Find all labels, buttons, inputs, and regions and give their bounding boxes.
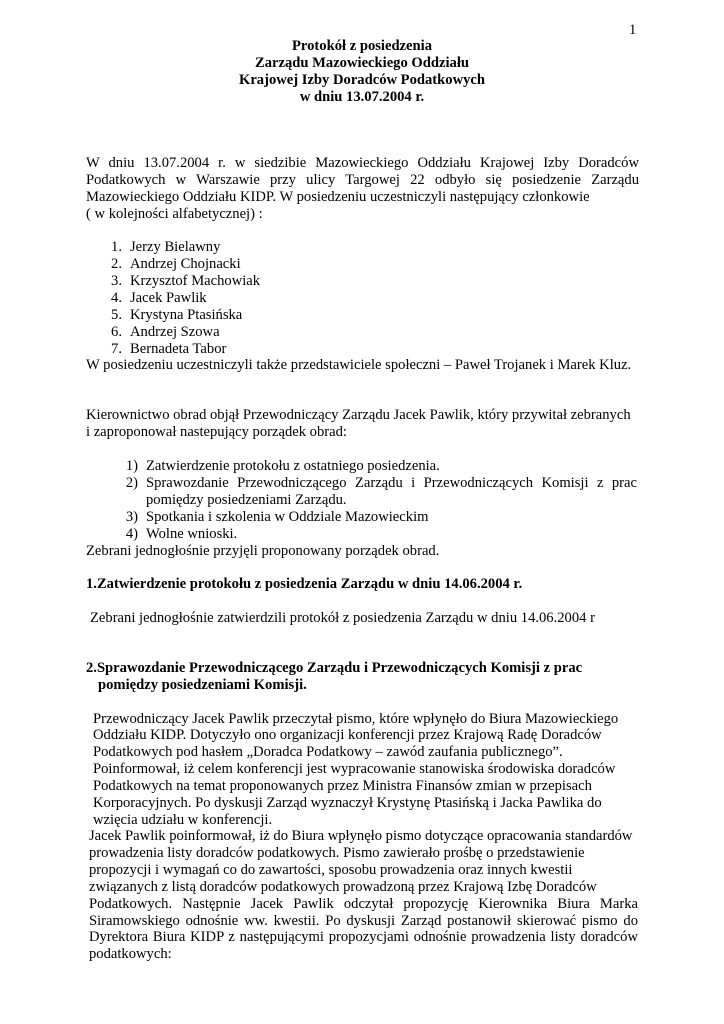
section-2-line-4: Poinformował, iż celem konferencji jest wypracowanie stanowiska środowiska doradców bbox=[93, 761, 616, 777]
section-2-line-13: Siramowskiego odnośnie ww. kwestii. Po dyskusji Zarząd postanowił skierować pismo do bbox=[89, 913, 638, 929]
list-number: 7. bbox=[111, 341, 122, 357]
section-2-line-2: Oddziału KIDP. Dotyczyło ono organizacji konferencji przez Krajową Radę Doradców bbox=[93, 727, 602, 743]
section-2-line-6: Korporacyjnych. Po dyskusji Zarząd wyznaczył Krystynę Ptasińską i Jacka Pawlika do bbox=[93, 795, 602, 811]
agenda-item bbox=[118, 526, 237, 543]
list-item bbox=[102, 307, 242, 324]
member-name: Krzysztof Machowiak bbox=[130, 273, 261, 289]
list-item bbox=[102, 324, 220, 341]
list-item bbox=[102, 290, 207, 307]
section-2-line-10: propozycji i wymagań co do zawartości, sposobu prowadzenia oraz innych kwestii bbox=[89, 862, 573, 878]
agenda-text: Wolne wnioski. bbox=[146, 526, 238, 542]
chair-line-1: Kierownictwo obrad objął Przewodniczący Zarządu Jacek Pawlik, który przywitał zebranych bbox=[86, 407, 631, 423]
social-representatives: W posiedzeniu uczestniczyli także przedstawiciele społeczni – Paweł Trojanek i Marek Kluz. bbox=[86, 357, 632, 373]
member-name: Andrzej Szowa bbox=[130, 324, 220, 340]
agenda-item bbox=[118, 458, 440, 475]
title-line-1: Protokół z posiedzenia bbox=[292, 38, 432, 54]
member-name: Jerzy Bielawny bbox=[130, 239, 221, 255]
list-item bbox=[102, 239, 220, 256]
list-number: 5. bbox=[111, 307, 122, 323]
intro-line-4: ( w kolejności alfabetycznej) : bbox=[86, 206, 263, 222]
list-item bbox=[102, 273, 260, 290]
section-2-line-11: związanych z listą doradców podatkowych prowadzoną przez Krajową Izbę Doradców bbox=[89, 879, 597, 895]
section-2-line-12: Podatkowych. Następnie Jacek Pawlik odczytał propozycję Kierownika Biura Marka bbox=[89, 896, 638, 912]
section-1-text: Zebrani jednogłośnie zatwierdzili protokół z posiedzenia Zarządu w dniu 14.06.2004 r bbox=[90, 610, 595, 626]
list-number: 1. bbox=[111, 239, 122, 255]
intro-line-1: W dniu 13.07.2004 r. w siedzibie Mazowieckiego Oddziału Krajowej Izby Doradców bbox=[86, 155, 639, 171]
list-number: 6. bbox=[111, 324, 122, 340]
section-2-line-9: prowadzenia listy doradców podatkowych. Pismo zawierało prośbę o przedstawienie bbox=[89, 845, 585, 861]
section-1-heading: 1.Zatwierdzenie protokołu z posiedzenia Zarządu w dniu 14.06.2004 r. bbox=[86, 576, 523, 592]
section-2-line-7: wzięcia udziału w konferencji. bbox=[93, 812, 273, 828]
list-item bbox=[102, 341, 226, 358]
list-number: 4. bbox=[111, 290, 122, 306]
section-2-line-5: Podatkowych na temat proponowanych przez Ministra Finansów zmian w przepisach bbox=[93, 778, 592, 794]
member-name: Krystyna Ptasińska bbox=[130, 307, 243, 323]
section-2-heading-line-2: pomiędzy posiedzeniami Komisji. bbox=[98, 677, 307, 693]
section-2-heading-line-1: 2.Sprawozdanie Przewodniczącego Zarządu i Przewodniczących Komisji z prac bbox=[86, 660, 583, 676]
list-number: 3. bbox=[111, 273, 122, 289]
section-2-line-8: Jacek Pawlik poinformował, iż do Biura wpłynęło pismo dotyczące opracowania standardów bbox=[89, 828, 633, 844]
member-name: Andrzej Chojnacki bbox=[130, 256, 241, 272]
section-2-line-3: Podatkowych pod hasłem „Doradca Podatkowy – zawód zaufania publicznego”. bbox=[93, 744, 563, 760]
agenda-number: 2) bbox=[125, 475, 138, 491]
list-item bbox=[102, 256, 241, 273]
agenda-number: 4) bbox=[125, 526, 138, 542]
page-number: 1 bbox=[629, 22, 637, 38]
section-2-line-14: Dyrektora Biura KIDP z następującymi propozycjami odnośnie prowadzenia listy doradców bbox=[89, 929, 638, 945]
member-name: Bernadeta Tabor bbox=[130, 341, 227, 357]
agenda-item bbox=[118, 509, 428, 526]
section-2-line-1: Przewodniczący Jacek Pawlik przeczytał pismo, które wpłynęło do Biura Mazowieckiego bbox=[93, 711, 619, 727]
agenda-item bbox=[118, 475, 637, 492]
intro-line-3: Mazowieckiego Oddziału KIDP. W posiedzeniu uczestniczyli następujący członkowie bbox=[86, 189, 590, 205]
agenda-accepted: Zebrani jednogłośnie przyjęli proponowany porządek obrad. bbox=[86, 543, 440, 559]
agenda-number: 1) bbox=[125, 458, 138, 474]
agenda-text: Sprawozdanie Przewodniczącego Zarządu i Przewodniczących Komisji z prac bbox=[146, 475, 637, 491]
intro-line-2: Podatkowych w Warszawie przy ulicy Targowej 22 odbyło się posiedzenie Zarządu bbox=[86, 172, 639, 188]
agenda-number: 3) bbox=[125, 509, 138, 525]
agenda-text: Zatwierdzenie protokołu z ostatniego posiedzenia. bbox=[146, 458, 440, 474]
agenda-text: Spotkania i szkolenia w Oddziale Mazowieckim bbox=[146, 509, 429, 525]
title-line-2: Zarządu Mazowieckiego Oddziału bbox=[254, 55, 470, 71]
section-2-line-15: podatkowych: bbox=[89, 946, 172, 962]
agenda-text-continuation: pomiędzy posiedzeniami Zarządu. bbox=[146, 492, 347, 508]
title-line-3: Krajowej Izby Doradców Podatkowych bbox=[238, 72, 486, 88]
list-number: 2. bbox=[111, 256, 122, 272]
member-name: Jacek Pawlik bbox=[130, 290, 207, 306]
title-line-4: w dniu 13.07.2004 r. bbox=[299, 89, 425, 105]
chair-line-2: i zaproponował nastepujący porządek obrad: bbox=[86, 424, 347, 440]
